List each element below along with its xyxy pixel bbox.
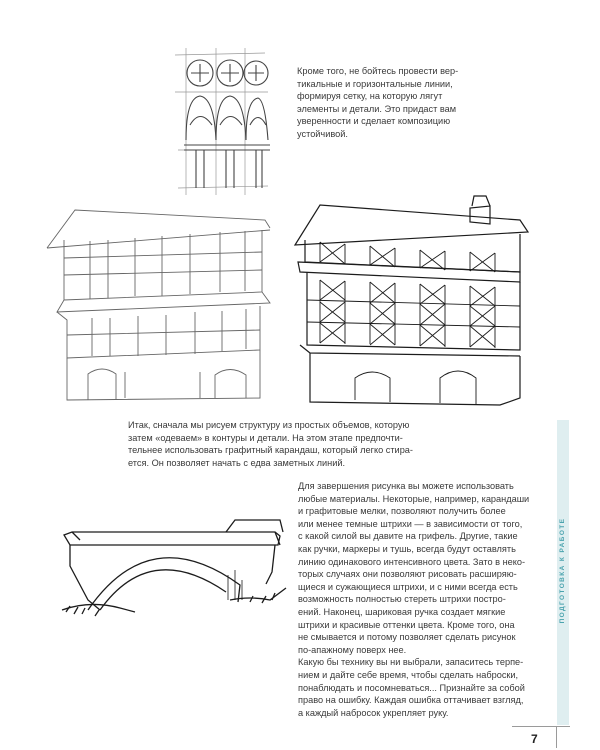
materials-paragraph: Для завершения рисунка вы можете использовать любые материалы. Некоторые, например, карандаши и графитовые мелки, позволяют получить более или менее темные штрихи — в зависимости от того, с какой силой вы давите на грифель. Другие, такие как ручки, маркеры и тушь, всегда будут оставлять линию одинакового интенсивного цвета. Зато в неко- торых случаях они позволяют рисовать расширяю- щиеся и сужающиеся штрихи, и с ними всегда есть возможность полностью стереть штрихи постро- ений. Наконец, шариковая ручка создает мягкие штрихи и красивые оттенки цвета. Кроме того, она не смывается и потому позволяет сделать рисунок по-апажному поверх нее. Какую бы технику вы ни выбрали, запаситесь терпе- нием и дайте себе время, чтобы сделать наброски, понаблюдать и посомневаться... Признайте за собой право на ошибку. Каждая ошибка оттачивает взгляд, а каждый набросок укрепляет руку. bbox=[298, 481, 530, 718]
structure-paragraph: Итак, сначала мы рисуем структуру из простых объемов, которую затем «одеваем» в контуры и детали. На этом этапе предпочти- тельнее использовать графитный карандаш, который легко стира- ется. Он позволяет начать с едва заметных линий. bbox=[128, 420, 413, 468]
page-number-rule bbox=[512, 726, 570, 727]
page-number-divider bbox=[556, 726, 557, 748]
chapter-label: ПОДГОТОВКА К РАБОТЕ bbox=[559, 517, 566, 624]
page-number: 7 bbox=[531, 732, 538, 746]
intro-paragraph: Кроме того, не бойтесь провести вер- тикальные и горизонтальные линии, формируя сетку, на которую лягут элементы и детали. Это придаст вам уверенности и сделает композицию устойчивой. bbox=[297, 66, 459, 139]
